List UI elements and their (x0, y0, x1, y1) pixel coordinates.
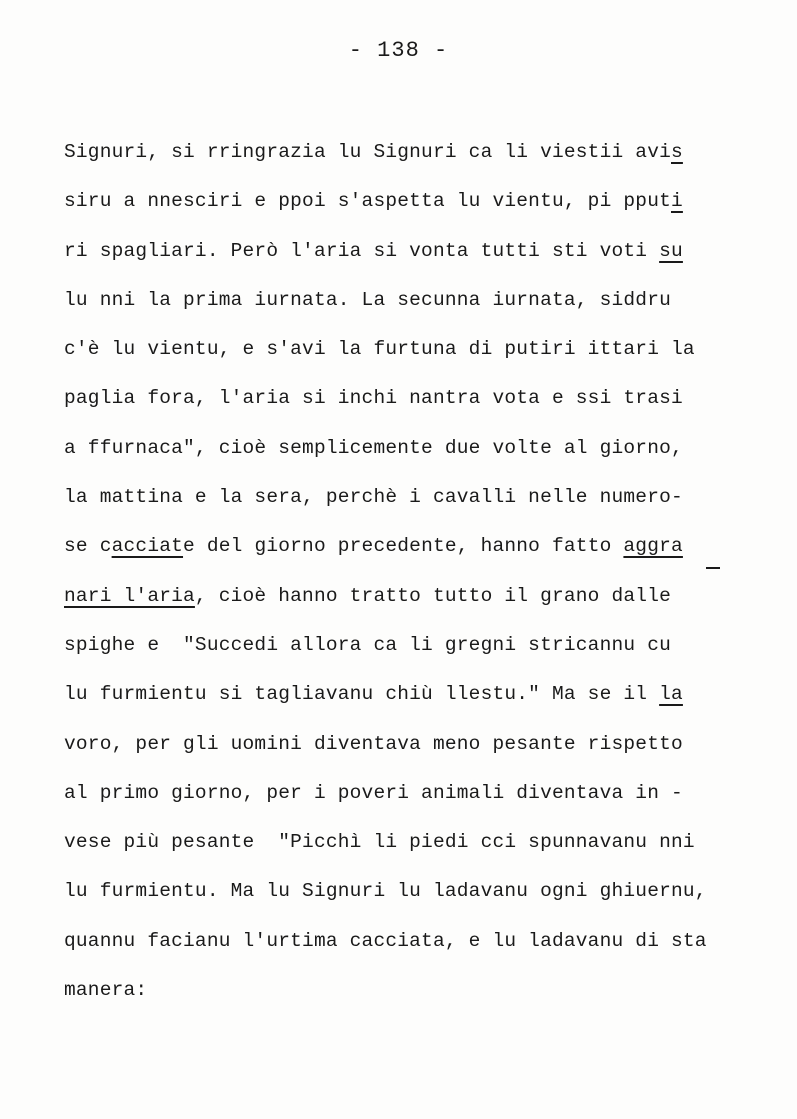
text-line (64, 185, 764, 234)
text-segment: a ffurnaca", cioè semplicemente due volte al giorno, (64, 436, 683, 459)
text-line (64, 481, 764, 530)
text-segment: Signuri, si rringrazia lu Signuri ca li viestii avi (64, 141, 671, 163)
text-segment: la mattina e la sera, perchè i cavalli nelle numero- (64, 486, 683, 509)
text-segment: , cioè hanno tratto tutto il grano dalle (194, 584, 671, 607)
underlined-text: la (659, 683, 683, 706)
text-segment: quannu facianu l'urtima cacciata, e lu ladavanu di sta (64, 929, 707, 952)
text-line (64, 235, 764, 284)
text-segment: al primo giorno, per i poveri animali diventava in - (64, 781, 683, 804)
text-line (64, 728, 764, 777)
text-segment: manera: (64, 979, 148, 1002)
underlined-text: aggra (623, 535, 683, 558)
text-segment: voro, per gli uomini diventava meno pesante rispetto (64, 732, 683, 755)
text-line (64, 974, 764, 1023)
text-line (64, 580, 764, 629)
text-line (64, 629, 764, 678)
text-line (64, 136, 764, 185)
text-segment: ri spagliari. Però l'aria si vonta tutti sti voti (64, 239, 660, 262)
underlined-text: s (671, 141, 683, 163)
underlined-text: nari l'aria (64, 584, 195, 607)
underlined-text: i (671, 190, 683, 213)
text-segment: siru a nnesciri e ppoi s'aspetta lu vientu, pi pput (64, 190, 671, 213)
text-segment: lu nni la prima iurnata. La secunna iurnata, siddru (64, 288, 671, 311)
text-line (64, 530, 764, 579)
text-line (64, 826, 764, 875)
text-line (64, 432, 764, 481)
text-line (64, 777, 764, 826)
text-line (64, 925, 764, 974)
page-number: - 138 - (348, 38, 449, 63)
underlined-text: acciat (111, 535, 184, 558)
text-line (64, 678, 764, 727)
text-segment: lu furmientu. Ma lu Signuri lu ladavanu ogni ghiuernu, (64, 880, 707, 903)
margin-dash-mark (706, 567, 720, 569)
text-segment: vese più pesante "Picchì li piedi cci spunnavanu nni (64, 831, 695, 854)
underlined-text: su (659, 239, 683, 262)
text-segment: e del giorno precedente, hanno fatto (183, 535, 624, 558)
text-line (64, 284, 764, 333)
text-line (64, 382, 764, 431)
text-line (64, 333, 764, 382)
text-segment: c'è lu vientu, e s'avi la furtuna di putiri ittari la (64, 338, 695, 361)
text-segment: lu furmientu si tagliavanu chiù llestu." Ma se il (64, 683, 660, 706)
text-segment: se c (64, 535, 112, 558)
text-segment: paglia fora, l'aria si inchi nantra vota e ssi trasi (64, 387, 683, 410)
text-body (64, 136, 764, 1023)
text-segment: spighe e "Succedi allora ca li gregni stricannu cu (64, 633, 671, 656)
text-line (64, 875, 764, 924)
